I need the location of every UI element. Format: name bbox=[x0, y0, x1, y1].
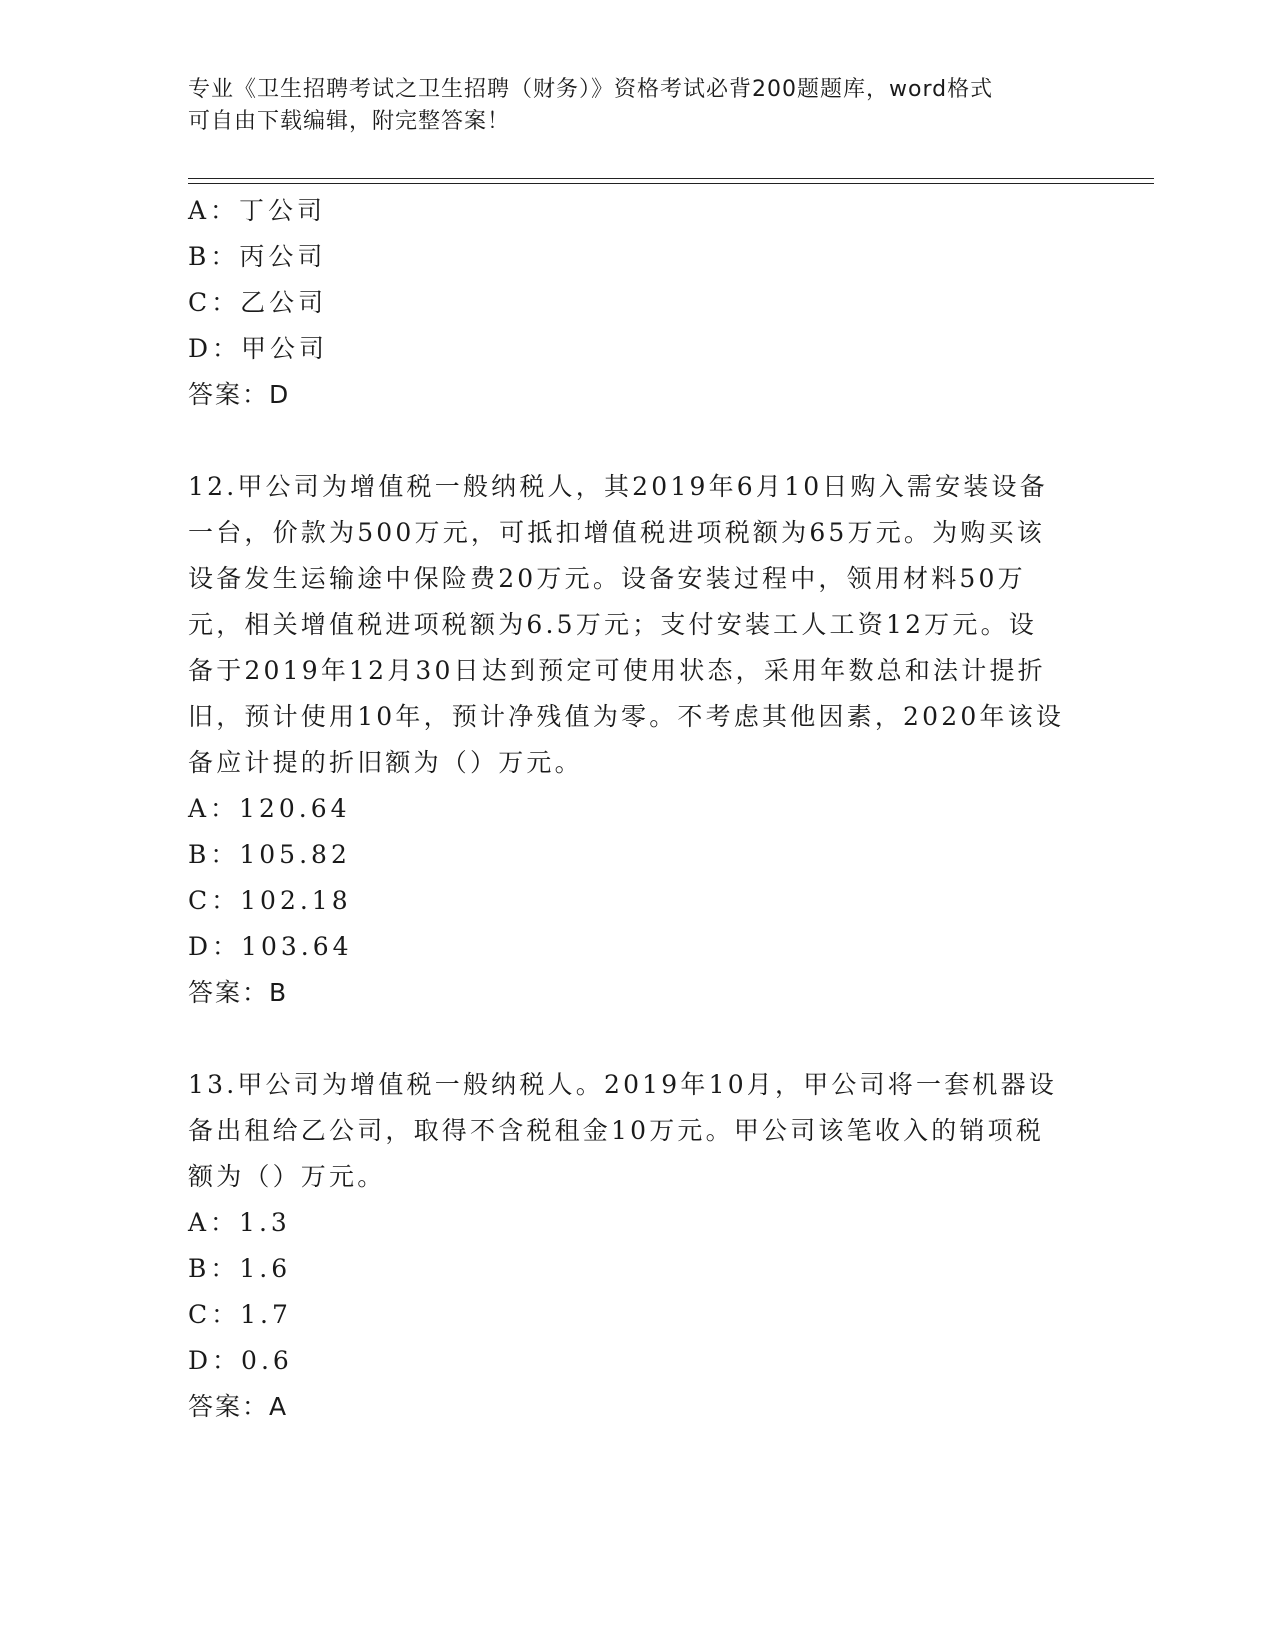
option-d: D：甲公司 bbox=[188, 334, 329, 363]
question-line: 旧，预计使用10年，预计净残值为零。不考虑其他因素，2020年该设 bbox=[188, 702, 1065, 731]
question-11-options bbox=[188, 188, 1088, 372]
header-divider bbox=[188, 178, 1154, 184]
option-c: C：1.7 bbox=[188, 1300, 292, 1329]
question-13-text bbox=[188, 1062, 1088, 1200]
header-line-2: 可自由下载编辑，附完整答案！ bbox=[188, 109, 511, 134]
question-line: 备应计提的折旧额为（）万元。 bbox=[188, 748, 583, 777]
question-line: 一台，价款为500万元，可抵扣增值税进项税额为65万元。为购买该 bbox=[188, 518, 1045, 547]
page-header bbox=[188, 74, 1088, 138]
option-b: B：105.82 bbox=[188, 840, 351, 869]
option-d: D：103.64 bbox=[188, 932, 353, 961]
question-12-options bbox=[188, 786, 1088, 970]
option-a: A：120.64 bbox=[188, 794, 351, 823]
option-d: D：0.6 bbox=[188, 1346, 293, 1375]
question-12-text bbox=[188, 464, 1088, 786]
question-line: 13.甲公司为增值税一般纳税人。2019年10月，甲公司将一套机器设 bbox=[188, 1070, 1057, 1099]
document-body bbox=[188, 188, 1088, 1430]
option-a: A：丁公司 bbox=[188, 196, 327, 225]
question-13-options bbox=[188, 1200, 1088, 1384]
option-c: C：乙公司 bbox=[188, 288, 328, 317]
option-a: A：1.3 bbox=[188, 1208, 291, 1237]
question-line: 备出租给乙公司，取得不含税租金10万元。甲公司该笔收入的销项税 bbox=[188, 1116, 1045, 1145]
question-13-answer: 答案：A bbox=[188, 1392, 289, 1421]
header-line-1: 专业《卫生招聘考试之卫生招聘（财务）》资格考试必背200题题库，word格式 bbox=[188, 77, 994, 102]
question-line: 设备发生运输途中保险费20万元。设备安装过程中，领用材料50万 bbox=[188, 564, 1026, 593]
question-line: 12.甲公司为增值税一般纳税人，其2019年6月10日购入需安装设备 bbox=[188, 472, 1048, 501]
question-line: 备于2019年12月30日达到预定可使用状态，采用年数总和法计提折 bbox=[188, 656, 1046, 685]
spacer bbox=[188, 418, 1088, 464]
option-b: B：1.6 bbox=[188, 1254, 292, 1283]
question-line: 额为（）万元。 bbox=[188, 1162, 386, 1191]
question-12-answer: 答案：B bbox=[188, 978, 289, 1007]
option-b: B：丙公司 bbox=[188, 242, 327, 271]
question-line: 元，相关增值税进项税额为6.5万元；支付安装工人工资12万元。设 bbox=[188, 610, 1037, 639]
option-c: C：102.18 bbox=[188, 886, 352, 915]
spacer bbox=[188, 1016, 1088, 1062]
question-11-answer: 答案：D bbox=[188, 380, 291, 409]
